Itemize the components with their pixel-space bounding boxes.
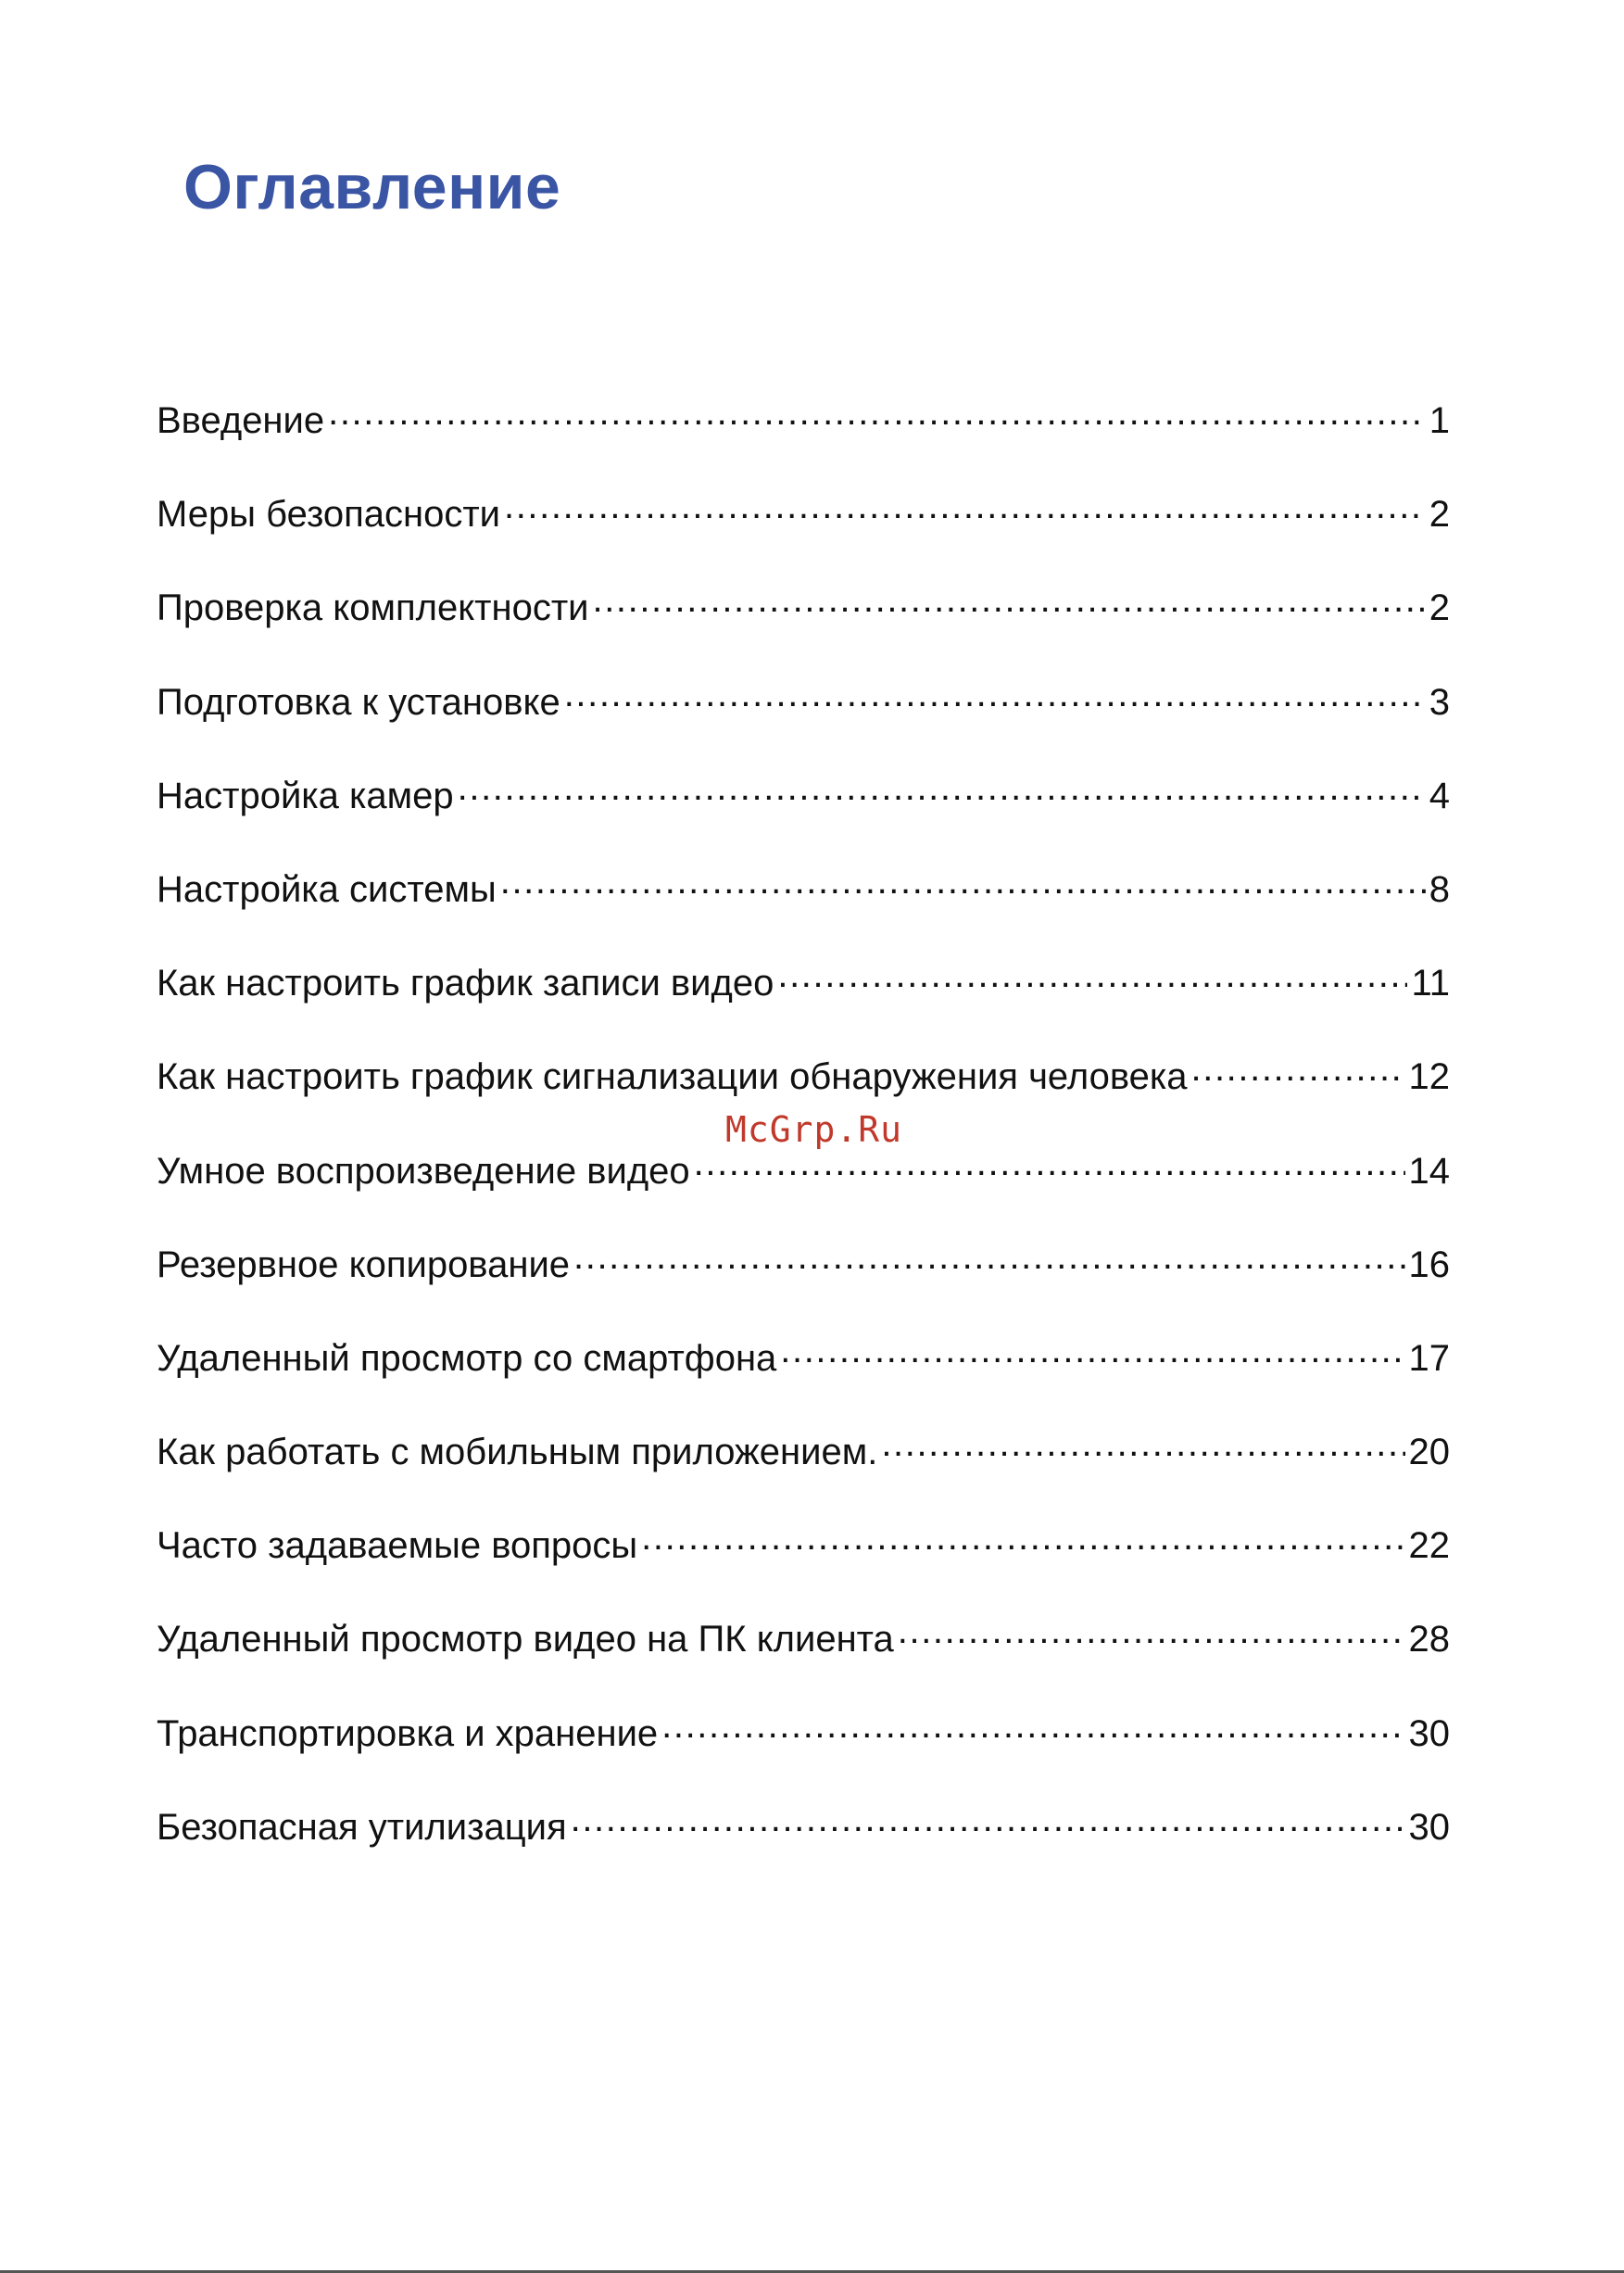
toc-entry[interactable]	[157, 858, 1450, 952]
toc-entry-page: 2	[1429, 587, 1450, 629]
toc-entry-page: 30	[1408, 1806, 1450, 1848]
toc-entry-label: Резервное копирование	[157, 1244, 571, 1285]
toc-entry-label: Как настроить график сигнализации обнаружения человека	[157, 1056, 1188, 1098]
toc-entry-page: 11	[1411, 963, 1450, 1004]
toc-entry-label: Настройка системы	[157, 868, 497, 910]
toc-entry-page: 17	[1408, 1337, 1450, 1379]
toc-dot-leader	[500, 865, 1426, 902]
page-title: Оглавление	[183, 152, 561, 222]
toc-entry[interactable]	[157, 952, 1450, 1045]
watermark: McGrp.Ru	[725, 1109, 903, 1150]
toc-entry[interactable]	[157, 1327, 1450, 1421]
toc-entry-label: Меры безопасности	[157, 494, 500, 536]
toc-dot-leader	[694, 1146, 1405, 1183]
toc-entry-page: 16	[1408, 1244, 1450, 1285]
toc-dot-leader	[661, 1709, 1404, 1746]
toc-entry[interactable]	[157, 1702, 1450, 1796]
toc-entry[interactable]	[157, 1140, 1450, 1233]
toc-entry-label: Как работать с мобильным приложением.	[157, 1432, 878, 1473]
toc-entry[interactable]	[157, 576, 1450, 670]
toc-dot-leader	[777, 958, 1407, 995]
toc-entry-label: Проверка комплектности	[157, 587, 589, 629]
toc-entry-label: Подготовка к установке	[157, 681, 560, 723]
toc-dot-leader	[573, 1240, 1404, 1277]
toc-entry-label: Транспортировка и хранение	[157, 1712, 659, 1754]
toc-entry[interactable]	[157, 764, 1450, 858]
toc-entry-page: 4	[1429, 775, 1450, 816]
toc-entry[interactable]	[157, 1233, 1450, 1327]
toc-entry-page: 1	[1429, 400, 1450, 441]
toc-dot-leader	[881, 1427, 1404, 1464]
toc-entry-label: Часто задаваемые вопросы	[157, 1525, 638, 1567]
toc-entry[interactable]	[157, 1421, 1450, 1514]
toc-dot-leader	[1191, 1052, 1405, 1089]
toc-entry-page: 20	[1408, 1432, 1450, 1473]
toc-entry-label: Умное воспроизведение видео	[157, 1150, 690, 1192]
toc-entry-page: 3	[1429, 681, 1450, 723]
toc-dot-leader	[328, 396, 1426, 433]
toc-entry-label: Удаленный просмотр видео на ПК клиента	[157, 1619, 894, 1661]
toc-entry-label: Удаленный просмотр со смартфона	[157, 1337, 777, 1379]
toc-dot-leader	[564, 677, 1426, 714]
toc-dot-leader	[780, 1333, 1404, 1370]
toc-entry-page: 30	[1408, 1712, 1450, 1754]
toc-entry[interactable]	[157, 1608, 1450, 1701]
toc-entry-label: Настройка камер	[157, 775, 454, 816]
toc-entry-page: 2	[1429, 494, 1450, 536]
toc-entry-page: 22	[1408, 1525, 1450, 1567]
toc-entry[interactable]	[157, 1514, 1450, 1608]
toc-dot-leader	[504, 489, 1426, 526]
toc-dot-leader	[641, 1521, 1404, 1558]
toc-dot-leader	[898, 1614, 1405, 1651]
toc-entry-label: Безопасная утилизация	[157, 1806, 567, 1848]
toc-entry-page: 12	[1408, 1056, 1450, 1098]
toc-dot-leader	[592, 583, 1425, 620]
toc-entry[interactable]	[157, 483, 1450, 576]
toc-entry[interactable]	[157, 389, 1450, 483]
toc-dot-leader	[571, 1802, 1405, 1839]
toc-entry[interactable]	[157, 1796, 1450, 1889]
toc-entry[interactable]	[157, 671, 1450, 764]
toc-entry-label: Как настроить график записи видео	[157, 963, 774, 1004]
toc-entry-label: Введение	[157, 400, 325, 441]
toc-entry-page: 8	[1429, 868, 1450, 910]
toc-entry-page: 14	[1408, 1150, 1450, 1192]
toc-entry-page: 28	[1408, 1619, 1450, 1661]
toc-dot-leader	[458, 771, 1426, 808]
